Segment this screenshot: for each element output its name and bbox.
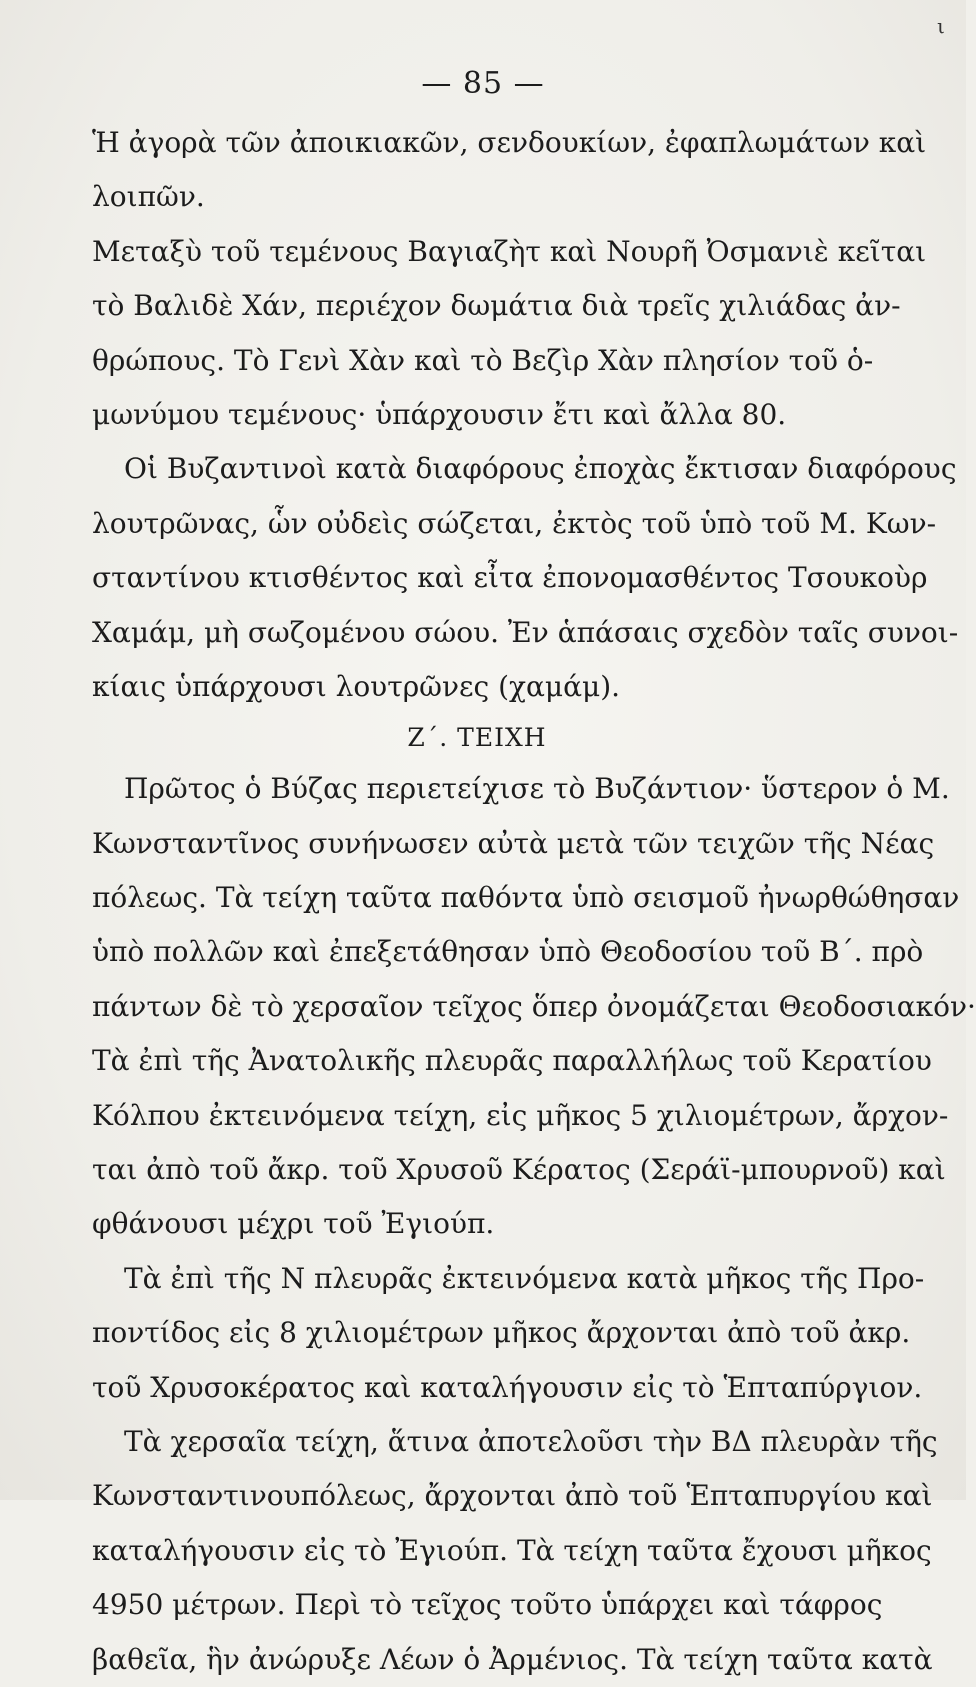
text-line: Οἱ Βυζαντινοὶ κατὰ διαφόρους ἐποχὰς ἔκτισαν διαφόρους <box>124 452 957 486</box>
text-line: Τὰ ἐπὶ τῆς Ν πλευρᾶς ἐκτεινόμενα κατὰ μῆκος τῆς Προ- <box>124 1261 925 1295</box>
text-line: Ἡ ἀγορὰ τῶν ἀποικιακῶν, σενδουκίων, ἐφαπλωμάτων καὶ <box>92 126 927 159</box>
text-line: πόλεως. Τὰ τείχη ταῦτα παθόντα ὑπὸ σεισμοῦ ἠνωρθώθησαν <box>92 881 960 915</box>
text-line: φθάνουσι μέχρι τοῦ Ἐγιούπ. <box>92 1207 495 1241</box>
text-line: βαθεῖα, ἣν ἀνώρυξε Λέων ὁ Ἀρμένιος. Τὰ τείχη ταῦτα κατὰ <box>92 1642 933 1676</box>
text-line: Κωνσταντῖνος συνήνωσεν αὐτὰ μετὰ τῶν τειχῶν τῆς Νέας <box>92 826 935 860</box>
text-line: Κωνσταντινουπόλεως, ἄρχονται ἀπὸ τοῦ Ἑπταπυργίου καὶ <box>92 1479 933 1513</box>
text-line: Κόλπου ἐκτεινόμενα τείχη, εἰς μῆκος 5 χιλιομέτρων, ἄρχον- <box>92 1098 949 1132</box>
text-line: Μεταξὺ τοῦ τεμένους Βαγιαζὴτ καὶ Νουρῆ Ὀσμανιὲ κεῖται <box>92 234 927 268</box>
text-line: λοιπῶν. <box>92 180 205 214</box>
text-line: κίαις ὑπάρχουσι λουτρῶνες (χαμάμ). <box>92 669 621 703</box>
text-line: καταλήγουσιν εἰς τὸ Ἐγιούπ. Τὰ τείχη ταῦτα ἔχουσι μῆκος <box>92 1533 932 1567</box>
text-line: σταντίνου κτισθέντος καὶ εἶτα ἐπονομασθέντος Τσουκοὺρ <box>92 561 928 595</box>
body-text <box>92 116 976 1687</box>
text-line: Τὰ χερσαῖα τείχη, ἅτινα ἀποτελοῦσι τὴν ΒΔ πλευρὰν τῆς <box>124 1424 938 1458</box>
page-number: — 85 — <box>421 66 545 101</box>
corner-mark: ι <box>937 14 945 38</box>
text-line: τὸ Βαλιδὲ Χάν, περιέχον δωμάτια διὰ τρεῖς χιλιάδας ἀν- <box>92 289 901 323</box>
text-line: μωνύμου τεμένους· ὑπάρχουσιν ἔτι καὶ ἄλλα 80. <box>92 397 787 431</box>
text-line: Πρῶτος ὁ Βύζας περιετείχισε τὸ Βυζάντιον· ὕστερον ὁ Μ. <box>124 772 950 806</box>
text-line: ποντίδος εἰς 8 χιλιομέτρων μῆκος ἄρχονται ἀπὸ τοῦ ἀκρ. <box>92 1316 911 1350</box>
text-line: θρώπους. Τὸ Γενὶ Χὰν καὶ τὸ Βεζὶρ Χὰν πλησίον τοῦ ὁ- <box>92 343 874 377</box>
text-line: λουτρῶνας, ὧν οὐδεὶς σώζεται, ἐκτὸς τοῦ ὑπὸ τοῦ Μ. Κων- <box>92 506 937 540</box>
text-line: ται ἀπὸ τοῦ ἄκρ. τοῦ Χρυσοῦ Κέρατος (Σεράϊ-μπουρνοῦ) καὶ <box>92 1153 946 1187</box>
section-heading: Ζ΄. ΤΕΙΧΗ <box>407 723 547 753</box>
text-line: Τὰ ἐπὶ τῆς Ἀνατολικῆς πλευρᾶς παραλλήλως τοῦ Κερατίου <box>92 1044 932 1078</box>
text-line: 4950 μέτρων. Περὶ τὸ τεῖχος τοῦτο ὑπάρχει καὶ τάφρος <box>92 1588 883 1622</box>
text-line: Χαμάμ, μὴ σωζομένου σώου. Ἐν ἁπάσαις σχεδὸν ταῖς συνοι- <box>92 615 959 649</box>
text-line: ὑπὸ πολλῶν καὶ ἐπεξετάθησαν ὑπὸ Θεοδοσίου τοῦ Β΄. πρὸ <box>92 935 924 969</box>
text-line: πάντων δὲ τὸ χερσαῖον τεῖχος ὅπερ ὀνομάζεται Θεοδοσιακόν· <box>92 989 976 1023</box>
text-line: τοῦ Χρυσοκέρατος καὶ καταλήγουσιν εἰς τὸ Ἑπταπύργιον. <box>92 1370 923 1404</box>
